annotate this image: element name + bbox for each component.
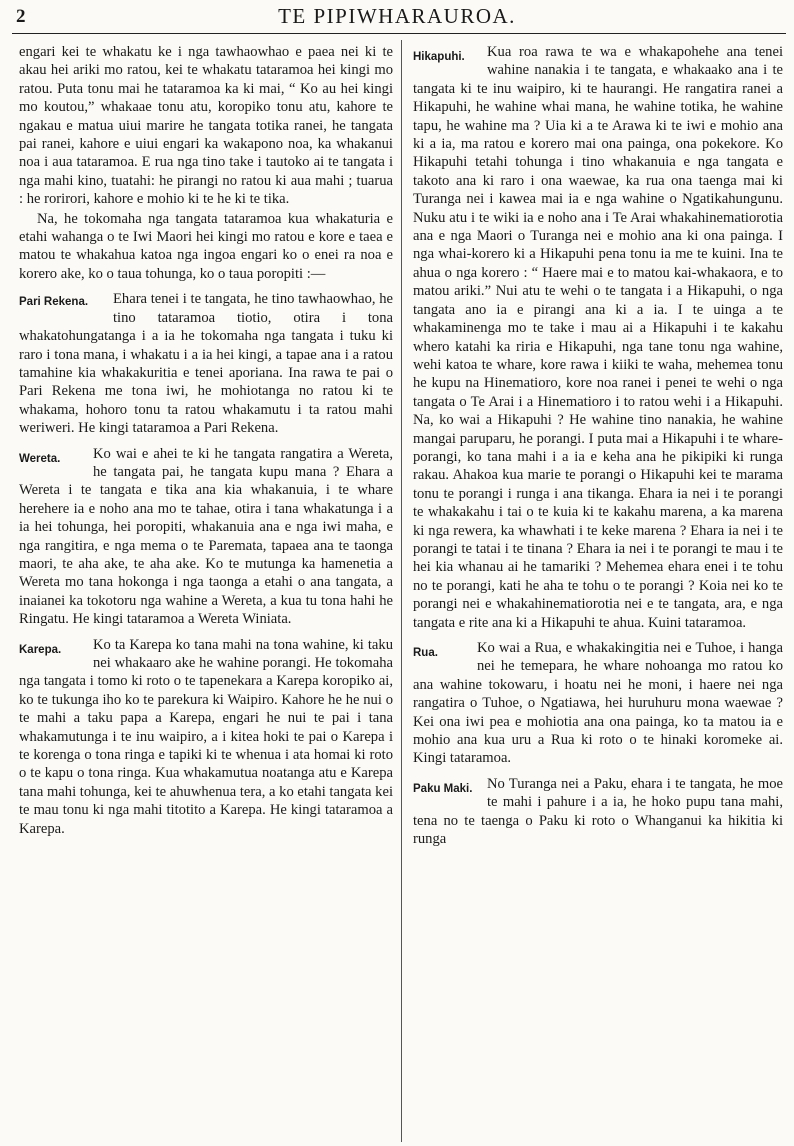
page-number: 2 bbox=[16, 6, 26, 27]
page-title: TE PIPIWHARAUROA. bbox=[278, 4, 516, 28]
side-heading: Rua. bbox=[413, 647, 438, 659]
side-heading: Hikapuhi. bbox=[413, 51, 465, 63]
section-text: Ko wai e ahei te ki he tangata rangatira a Wereta, he tangata pai, he tangata kupu mana ? Ehara a Wereta i te tangata e tika ana kia whakanuia, i te whare herehere ia e noho ana mo te tahae, otira i tana whakatunga i a ia hei tohunga, hei poropiti, whakanuia ana e nga iwi maha, e nga rangitira, e nga mema o te Paremata, tapaea ana te taonga maori, te aha ake, te aha ake. Ko te mutunga ka hamenetia a Wereta mo tana hokonga i nga taonga a etahi o ana tangata, a inaianei ka tokotoru nga wahine a Wereta, a kua tu tona hahi he Ringatu. He kingi tataramoa a Wereta Winiata. bbox=[19, 445, 393, 628]
section-text: Kua roa rawa te wa e whakapohehe ana tenei wahine nanakia i te tangata, e whakaako ana i te tangata ki te inu waipiro, ki te haurangi. He rangatira ranei a Hikapuhi, he wahine whai mana, he wahine totika, he wahine tapu, he wahine ma ? Uia ki a te Arawa ki te iwi e mohio ana ki a ia, ma ratou e korero mai ona painga, ona pokekore. Ko Hikapuhi tetahi tohunga i tino whakanuia e nga tangata e takoto ana ki raro i ona waewae, ka rua ona taenga mai ki Turanga nei i kawea mai ia e nga wahine o Ngatikahungunu. Nuku atu i te wiki ia e noho ana i Te Arai whakahinematiorotia ana e nga Maori o Turanga nei e mohio ana ki ona painga. I nga whai-korero ki a Hikapuhi pena tonu ia me te kuini. Ina te ahua o nga korero : “ Haere mai e to matou kai-whakaora, e to matou ariki.” Nui atu te wehi o te tangata i a Hikapuhi, o nga tangata ano ia e pirangi ana ki a ia. I te uinga a te whakaminenga mo te take i mau ai a Hikapuhi i te kakahu whero katahi ka riria e Hikapuhi, nga tane tonu nga wahine, wehi katoa te whare, kore rawa i kiiki te waha, mehemea tonu he kupu na Hinematioro, kore noa ranei i penei te wehi o nga tangata o Te Arai i a Hinematioro i to ratou wehi i a Hikapuhi. Na, ko wai a Hikapuhi ? He wahine tino nanakia, he wahine mangai paruparu, he porangi. I puta mai a Hikapuhi i te whare-porangi, ko tana mahi i a ia e keha ana he pikipiki ki runga rakau. Ahakoa kua marie te porangi o Hikapuhi kei te marama tonu te porangi i runga i ana tikanga. Ehara ia nei i te porangi te whakakahu i tai o te kuia ki te kakahu marena, a ka marena ki nga rewera, ka whawhati i te keke marena ? Ehara ia nei i te porangi te tatai i te tinana ? Ehara ia nei i te porangi te mau i te hei kia whanau ai he tamariki ? Mehemea ehara enei i te tohu no te porangi, kati he aha te tohu o te porangi ? Koia nei ko te porangi nei e whakahinematiorotia nei e te tangata, ara, e nga tangata e rite ana ki a Hikapuhi te ahua. Kuini tataramoa. bbox=[413, 44, 783, 631]
section-paragraph bbox=[413, 775, 783, 849]
section-text: Ehara tenei i te tangata, he tino tawhaowhao, he tino tataramoa tiotio, otira i tona whakatohungatanga i a ia he tokomaha nga tangata i tuku ki raro i tona mana, i whakatu i a ia hei kingi, a tapae ana i a ratou tamahine kia whakakuritia e tenei aporiana. Ina rawa te pai o Pari Rekena me tona iwi, he mohiotanga no ratou ki te whakama, hohoro tonu ta ratou whakamutu i ta ratou mahi weriweri. He kingi tataramoa a Pari Rekena. bbox=[19, 291, 393, 437]
body-paragraph: engari kei te whakatu ke i nga tawhaowhao e paea nei ki te akau hei ariki mo ratou, kei te whakatu tataramoa hei kingi mo ratou. Puta tonu mai he tataramoa ka ki mai, “ Ko au hei kingi mo koutou,” whakaae tonu atu, koropiko tonu atu, kahore te ngakau e matua uiui marire he tangata totika ranei, he tangata pai ranei, kahore e uiui engari ka wakapono noa, ka whakanui noa i aua tataramoa. E rua nga tino take i tautoko ai te tangata i nga mahi kino, tuatahi: he pirangi no ratou ki aua mahi ; tuarua : he rorirori, kahore e mohio ki te he ki te tika. bbox=[19, 44, 393, 208]
section-paragraph bbox=[19, 290, 393, 437]
section-text: Ko wai a Rua, e whakakingitia nei e Tuhoe, i hanga nei he temepara, he whare nohoanga mo ratou ko ana wahine tokowaru, i hoatu nei he moni, i haere nei nga rangatira o Tuhoe, o Ngatiawa, hei huruhuru mona waewae ? Kei ona iwi pea e mohiotia ana ona painga, ko ta matou ia e mohio ana kua uru a Rua ki roto o te hinaki koromeke ai. Kingi tataramoa. bbox=[413, 640, 783, 767]
section-text: Ko ta Karepa ko tana mahi na tona wahine, ki taku nei whakaaro ake he wahine porangi. He tokomaha nga tangata i tomo ki roto o te tapenekara a Karepa koropiko ai, ko te tukunga iho ko te parekura ki Waipiro. Kahore he he nui o te mahi a taku papa a Karepa, engari he nui te pai i tana whakamutunga i te inu waipiro, a i kitea hoki te pai o Karepa i te korenga o tona ringa e tapiki ki te whenua i ata homai ki roto o te kapu o tona ringa. Kua whakamutua noatanga atu e Karepa tana mahi tohunga, kei te ahuwhenua tera, a ko etahi tangata kei te mau tonu ki nga mahi titotito a Karepa. He kingi tataramoa a Karepa. bbox=[19, 636, 394, 837]
section-paragraph bbox=[19, 445, 393, 629]
side-heading: Wereta. bbox=[19, 452, 61, 465]
side-heading: Pari Rekena. bbox=[19, 296, 89, 309]
header-rule bbox=[12, 33, 786, 34]
side-heading: Karepa. bbox=[19, 643, 62, 656]
side-heading: Paku Maki. bbox=[413, 782, 473, 795]
section-paragraph bbox=[413, 43, 783, 632]
body-paragraph: Na, he tokomaha nga tangata tataramoa kua whakaturia e etahi wahanga o te Iwi Maori hei kingi mo ratou e kore e taea e matou te whakahua katoa nga ingoa engari ko o enei ra noa e korero ake, ko o taua tohunga, ko o taua poropiti :— bbox=[19, 210, 393, 282]
section-paragraph bbox=[19, 636, 393, 838]
page-header bbox=[0, 0, 794, 36]
section-text: No Turanga nei a Paku, ehara i te tangata, he moe te mahi i pahure i a ia, he hoko pupu tana mahi, tena no te taenga o Paku ki roto o Whanganui ka hikitia ki runga bbox=[413, 775, 783, 848]
section-paragraph bbox=[413, 639, 783, 768]
right-column bbox=[413, 43, 783, 849]
left-column bbox=[19, 43, 393, 839]
column-divider bbox=[401, 40, 402, 1142]
